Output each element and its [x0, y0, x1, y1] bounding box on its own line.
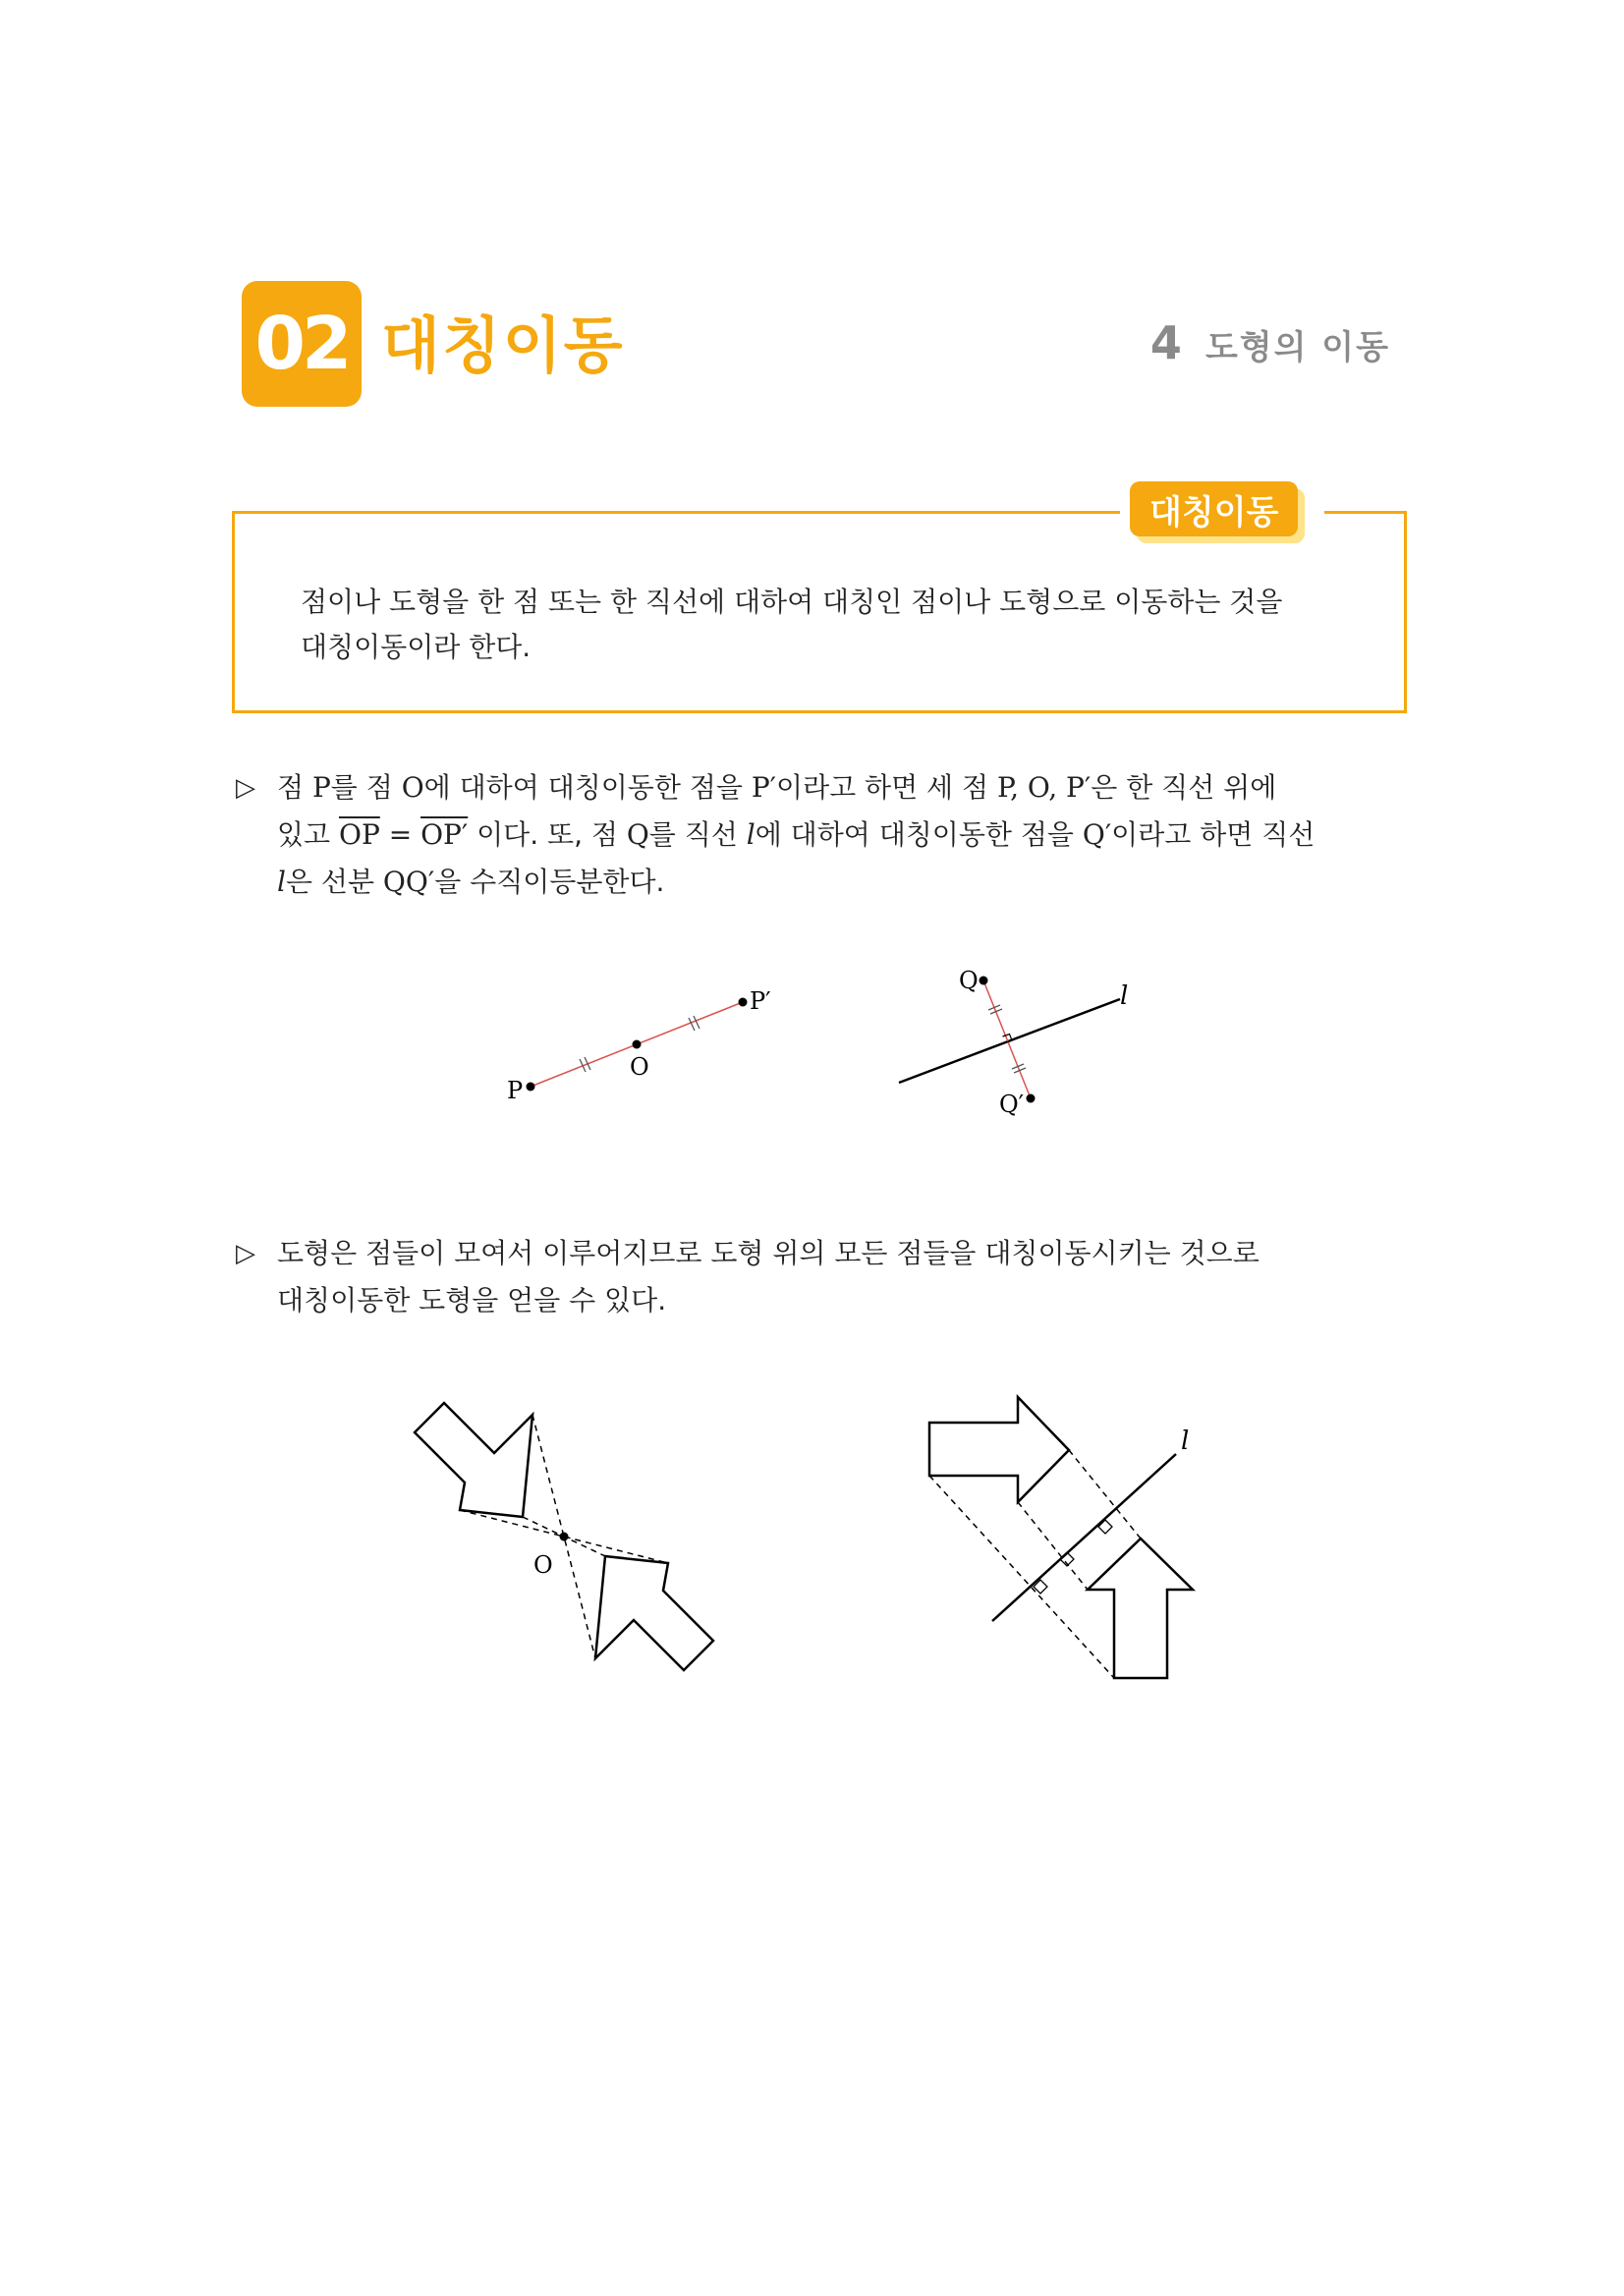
bullet-marker: ▷ — [236, 773, 255, 803]
point-symmetry-diagram — [507, 987, 771, 1104]
arrow-reflected — [1088, 1539, 1193, 1678]
text: 를 점 — [330, 771, 402, 804]
math-Q: Q — [626, 818, 649, 851]
bullet-point-figure-reflection — [236, 1230, 1397, 1324]
point-Q-prime — [1027, 1094, 1036, 1103]
text: 이다. 또, 점 — [468, 818, 627, 851]
text: 이라고 하면 세 점 — [776, 771, 997, 804]
math-segment-OP-prime: OP′ — [420, 818, 469, 851]
bullet-line-1: 도형은 점들이 모여서 이루어지므로 도형 위의 모든 점들을 대칭이동시키는 것으로 — [277, 1237, 1260, 1269]
math-segment-OP: $\overline{OP}$ — [339, 818, 380, 851]
arrow-original — [929, 1397, 1069, 1502]
point-Q — [980, 977, 988, 985]
point-O — [633, 1040, 642, 1049]
arrow-original — [415, 1403, 532, 1517]
bullet-point-reflection — [236, 764, 1397, 906]
label-P-prime: P′ — [750, 987, 771, 1015]
math-segment-QQ-prime: QQ′ — [382, 866, 435, 898]
label-l: l — [1120, 981, 1129, 1011]
arrow-line-symmetry-diagram — [929, 1397, 1193, 1678]
text: 이라고 하면 직선 — [1111, 818, 1316, 851]
chapter-title: 도형의 이동 — [1204, 328, 1390, 367]
text: 에 대하여 대칭이동한 점을 — [755, 818, 1083, 851]
math-l: l — [746, 818, 756, 851]
section-title: 대칭이동 — [381, 309, 625, 381]
text: 에 대하여 대칭이동한 점을 — [423, 771, 752, 804]
line-symmetry-diagram — [899, 967, 1128, 1118]
arrow-reflected — [595, 1556, 713, 1670]
bullet-body — [277, 764, 1397, 906]
bullet-line-2: 대칭이동한 도형을 얻을 수 있다. — [277, 1284, 667, 1316]
bullet-line-2 — [277, 812, 1397, 859]
definition-line-1: 점이나 도형을 한 점 또는 한 직선에 대하여 대칭인 점이나 도형으로 이동하는 것을 — [301, 586, 1283, 618]
text: 을 수직이등분한다. — [434, 866, 665, 898]
center-O — [560, 1533, 569, 1541]
figure-arrow-symmetry — [393, 1385, 1277, 1709]
arrow-point-symmetry-diagram — [415, 1403, 713, 1670]
text: 은 한 직선 위에 — [1091, 771, 1277, 804]
point-P-prime — [739, 998, 748, 1007]
definition-tag: 대칭이동 — [1130, 481, 1298, 536]
math-l: l — [277, 866, 286, 898]
text: 를 직선 — [648, 818, 747, 851]
text: 있고 — [277, 818, 339, 851]
label-P: P — [507, 1077, 524, 1104]
point-P — [527, 1083, 535, 1092]
text: 은 선분 — [285, 866, 383, 898]
label-O: O — [533, 1551, 553, 1579]
bullet-body — [277, 1230, 1397, 1324]
math-O: O — [401, 771, 424, 804]
label-Q: Q — [959, 967, 979, 994]
bullet-line-3 — [277, 859, 1397, 906]
chapter-heading — [1150, 316, 1390, 369]
definition-text — [301, 580, 1342, 670]
figure-point-line-symmetry — [472, 953, 1179, 1149]
definition-line-2: 대칭이동이라 한다. — [301, 631, 532, 663]
label-O: O — [630, 1053, 649, 1081]
section-number-badge: 02 — [242, 281, 362, 407]
math-P-prime: P′ — [751, 771, 777, 804]
math-equals: = — [379, 818, 421, 851]
label-l: l — [1181, 1427, 1190, 1456]
bullet-line-1 — [277, 764, 1397, 812]
math-P: P — [311, 771, 331, 804]
bullet-marker: ▷ — [236, 1239, 255, 1268]
chapter-number: 4 — [1149, 316, 1182, 369]
math-points: P, O, P′ — [996, 771, 1092, 804]
text: 점 — [277, 771, 312, 804]
math-Q-prime: Q′ — [1082, 818, 1112, 851]
label-Q-prime: Q′ — [999, 1091, 1025, 1118]
